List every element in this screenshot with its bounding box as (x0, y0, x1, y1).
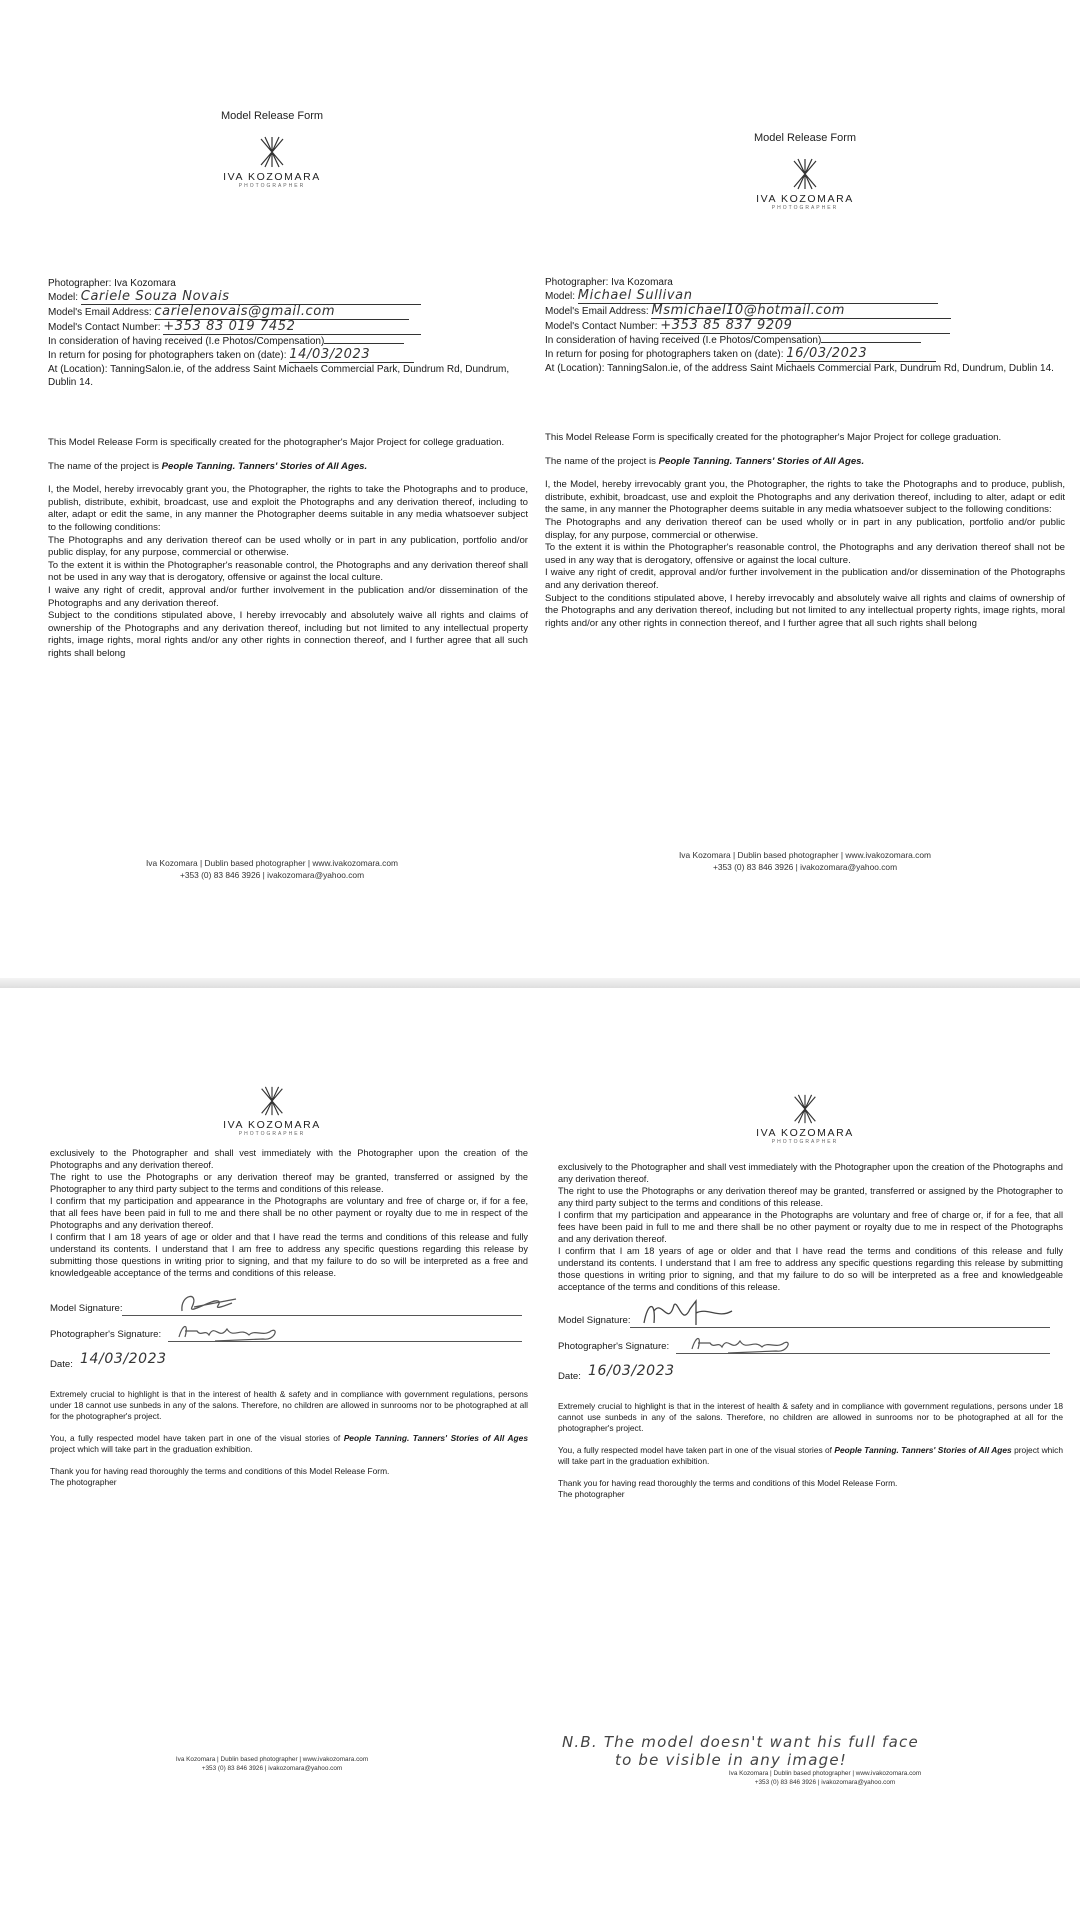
confirm-age-paragraph: I confirm that I am 18 years of age or older and that I have read the terms and conditions of this release and fully understand its contents. I understand that I am free to address any specific questions regarding this release by submitting those questions in writing prior to signing, and that my failure to do so will be interpreted as a free and knowledgeable acceptance of the terms and conditions of this release. (50, 1232, 528, 1278)
page-footer: Iva Kozomara | Dublin based photographer | www.ivakozomara.com +353 (0) 83 846 3926 | ivakozomara@yahoo.com (175, 1756, 369, 1772)
brand-name: IVA KOZOMARA (756, 1127, 854, 1139)
brand-subtitle: PHOTOGRAPHER (238, 183, 306, 189)
consideration-row: In consideration of having received (I.e Photos/Compensation) (545, 334, 1065, 347)
signoff-line: The photographer (50, 1477, 117, 1487)
logo-mark-icon (789, 1093, 821, 1125)
email-row: Model's Email Address: Msmichael10@hotmail.com (545, 304, 1065, 319)
email-label: Model's Email Address: (48, 307, 152, 318)
model-label: Model: (48, 292, 79, 303)
respected-model-paragraph: You, a fully respected model have taken part in one of the visual stories of People Tanning. Tanners' Stories of All Ages project which will take part in the graduation exhibition. (50, 1433, 528, 1454)
email-row (48, 305, 518, 320)
logo (12, 1085, 532, 1137)
consideration-row: In consideration of having received (I.e Photos/Compensation) (48, 335, 518, 348)
major-project-paragraph: This Model Release Form is specifically created for the photographer's Major Project for college graduation. (545, 432, 1002, 443)
confirm-age-paragraph: I confirm that I am 18 years of age or older and that I have read the terms and conditions of this release and fully understand its contents. I understand that I am free to address any specific questions regarding this release by submitting those questions in writing prior to signing, and that my failure to do so will be interpreted as a free and knowledgeable acceptance of the terms and conditions of this release. (558, 1246, 1063, 1292)
form-fields (545, 276, 1065, 375)
page-footer-b1: Iva Kozomara | Dublin based photographer | www.ivakozomara.com +353 (0) 83 846 3926 | ivakozomara@yahoo.com (678, 850, 931, 872)
handwritten-note-line-2: to be visible in any image! (615, 1751, 847, 1769)
release-form-b-page-1 (540, 40, 1070, 792)
page-separator (0, 978, 1080, 988)
model-signature-row: Model Signature: (558, 1303, 1063, 1331)
release-form-a-page-1 (12, 40, 532, 792)
model-name-value[interactable]: Cariele Souza Novais (80, 289, 230, 304)
photographer-signature-scribble (175, 1319, 285, 1345)
contact-row (48, 320, 518, 335)
photographer-signature-row: Photographer's Signature: (50, 1319, 528, 1347)
major-project-paragraph: This Model Release Form is specifically created for the photographer's Major Project for college graduation. (48, 437, 505, 448)
subject-paragraph: Subject to the conditions stipulated above, I hereby irrevocably and absolutely waive all rights and claims of ownership of the Photographs and any derivation thereof, including but not limited to any intellectual property rights, image rights, moral rights and/or any other rights in connection thereof, and I further agree that all such rights shall belong (545, 592, 1065, 629)
page-footer-a1: Iva Kozomara | Dublin based photographer | www.ivakozomara.com +353 (0) 83 846 3926 | ivakozomara@yahoo.com (145, 858, 398, 880)
release-text-a-2 (50, 1147, 528, 1488)
contact-value[interactable]: +353 83 019 7452 (163, 319, 296, 334)
logo-mark-icon (256, 1085, 288, 1117)
posing-row: In return for posing for photographers taken on (date): 14/03/2023 (48, 348, 518, 363)
confirm-voluntary-paragraph: I confirm that my participation and appearance in the Photographs are voluntary and free of charge or, if for a fee, that all fees have been paid in full to me and there shall be no other payment or royalty due to me in respect of the Photographs and any derivation thereof. (558, 1210, 1063, 1244)
grant-paragraph: I, the Model, hereby irrevocably grant you, the Photographer, the rights to take the Photographs and to produce, publish, distribute, exhibit, broadcast, use and exploit the Photographs and any derivation thereof, including to alter, adapt or edit the same, in any manner the Photographer deems suitable in any media whatsoever subject to the following conditions: (545, 479, 1065, 516)
waive-paragraph: I waive any right of credit, approval and/or further involvement in the publication and/or dissemination of the Photographs and any derivation thereof. (48, 584, 528, 609)
page-footer: Iva Kozomara | Dublin based photographer | www.ivakozomara.com +353 (0) 83 846 3926 | ivakozomara@yahoo.com (728, 1770, 922, 1786)
photographer-line: Photographer: Iva Kozomara (48, 278, 176, 289)
release-text-a (48, 437, 528, 661)
form-title: Model Release Form (220, 110, 324, 122)
logo-mark-icon (788, 157, 822, 191)
form-fields (48, 277, 518, 389)
exclusive-paragraph: exclusively to the Photographer and shall vest immediately with the Photographer upon the creation of the Photographs and any derivation thereof. (50, 1148, 528, 1170)
release-form-b-page-2 (540, 995, 1070, 1895)
right-paragraph: The right to use the Photographs or any derivation thereof may be granted, transferred or assigned by the Photographer to any third party subject to the terms and conditions of this release. (50, 1172, 528, 1194)
extent-paragraph: To the extent it is within the Photographer's reasonable control, the Photographs and any derivation thereof shall not be used in any way that is derogatory, offensive or against the local culture. (545, 542, 1065, 566)
thanks-paragraph: Thank you for having read thoroughly the terms and conditions of this Model Release Form. (50, 1466, 390, 1476)
email-value[interactable]: carielenovais@gmail.com (154, 304, 336, 319)
waive-paragraph: I waive any right of credit, approval and/or further involvement in the publication and/or dissemination of the Photographs and any derivation thereof. (545, 567, 1065, 591)
model-row (48, 290, 518, 305)
thanks-paragraph: Thank you for having read thoroughly the terms and conditions of this Model Release Form. (558, 1478, 898, 1488)
brand-name: IVA KOZOMARA (223, 171, 321, 183)
logo (12, 135, 532, 189)
brand-name: IVA KOZOMARA (756, 193, 854, 205)
wholly-paragraph: The Photographs and any derivation thereof can be used wholly or in part in any publication, portfolio and/or public display, for any purpose, commercial or otherwise. (545, 516, 1065, 541)
photographer-line: Photographer: Iva Kozomara (545, 277, 673, 288)
model-row: Model: Michael Sullivan (545, 289, 1065, 304)
form-title: Model Release Form (753, 132, 857, 144)
right-paragraph: The right to use the Photographs or any derivation thereof may be granted, transferred or assigned by the Photographer to any third party subject to the terms and conditions of this release. (558, 1186, 1063, 1208)
health-safety-paragraph: Extremely crucial to highlight is that in the interest of health & safety and in compliance with government regulations, persons under 18 cannot use sunbeds in any of the salons. Therefore, no children are allowed in sunrooms nor to be photographed at all for the photographer's project. (558, 1401, 1063, 1433)
contact-row: Model's Contact Number: +353 85 837 9209 (545, 319, 1065, 334)
email-value[interactable]: Msmichael10@hotmail.com (651, 303, 846, 318)
health-safety-paragraph: Extremely crucial to highlight is that in the interest of health & safety and in compliance with government regulations, persons under 18 cannot use sunbeds in any of the salons. Therefore, no children are allowed in sunrooms nor to be photographed at all for the photographer's project. (50, 1389, 528, 1421)
date-row: Date: 16/03/2023 (558, 1363, 675, 1382)
release-text-b-2 (558, 1161, 1063, 1500)
project-name-paragraph: The name of the project is People Tanning. Tanners' Stories of All Ages. (48, 460, 368, 472)
exclusive-paragraph: exclusively to the Photographer and shall vest immediately with the Photographer upon the creation of the Photographs and any derivation thereof. (558, 1162, 1063, 1184)
release-form-a-page-2 (12, 995, 532, 1895)
release-text-b (545, 432, 1065, 630)
logo (540, 1093, 1070, 1145)
extent-paragraph: To the extent it is within the Photographer's reasonable control, the Photographs and any derivation thereof shall not be used in any way that is derogatory, offensive or against the local culture. (48, 559, 528, 584)
model-name-value[interactable]: Michael Sullivan (577, 288, 693, 303)
model-signature-row: Model Signature: (50, 1291, 528, 1319)
project-name-paragraph: The name of the project is People Tanning. Tanners' Stories of All Ages. (545, 455, 865, 467)
photographer-signature-row: Photographer's Signature: (558, 1331, 1063, 1359)
grant-paragraph: I, the Model, hereby irrevocably grant you, the Photographer, the rights to take the Photographs and to produce, publish, distribute, exhibit, broadcast, use and exploit the Photographs and any derivation thereof, including to alter, adapt or edit the same, in any manner the Photographer deems suitable in any media whatsoever subject to the following conditions: (48, 484, 528, 533)
signature-date-value[interactable]: 16/03/2023 (588, 1363, 675, 1379)
posing-row: In return for posing for photographers taken on (date): 16/03/2023 (545, 347, 1065, 362)
date-value[interactable]: 16/03/2023 (786, 346, 868, 361)
brand-subtitle: PHOTOGRAPHER (771, 205, 839, 211)
brand-subtitle: PHOTOGRAPHER (238, 1131, 306, 1137)
contact-value[interactable]: +353 85 837 9209 (660, 318, 793, 333)
model-signature-scribble (172, 1289, 242, 1319)
wholly-paragraph: The Photographs and any derivation thereof can be used wholly or in part in any publication, portfolio and/or public display, for any purpose, commercial or otherwise. (48, 534, 528, 559)
photographer-signature-scribble (688, 1331, 798, 1357)
model-signature-scribble (638, 1297, 738, 1329)
logo-mark-icon (255, 135, 289, 169)
location-text: At (Location): TanningSalon.ie, of the address Saint Michaels Commercial Park, Dundrum Rd, Dundrum, Dublin 14. (545, 363, 1054, 374)
subject-paragraph: Subject to the conditions stipulated above, I hereby irrevocably and absolutely waive all rights and claims of ownership of the Photographs and any derivation thereof, including but not limited to any intellectual property rights, image rights, moral rights and/or any other rights in connection thereof, and I further agree that all such rights shall belong (48, 610, 528, 659)
respected-model-paragraph: You, a fully respected model have taken part in one of the visual stories of People Tanning. Tanners' Stories of All Ages project which will take part in the graduation exhibition. (558, 1445, 1064, 1466)
contact-label: Model's Contact Number: (48, 322, 161, 333)
date-value[interactable]: 14/03/2023 (289, 347, 371, 362)
signoff-line: The photographer (558, 1489, 625, 1499)
date-row: Date: 14/03/2023 (50, 1351, 167, 1370)
brand-subtitle: PHOTOGRAPHER (771, 1139, 839, 1145)
logo (540, 157, 1070, 211)
handwritten-note-line-1: N.B. The model doesn't want his full face (562, 1733, 919, 1751)
confirm-voluntary-paragraph: I confirm that my participation and appearance in the Photographs are voluntary and free of charge or, if for a fee, that all fees have been paid in full to me and there shall be no other payment or royalty due to me in respect of the Photographs and any derivation thereof. (50, 1196, 528, 1230)
signature-date-value[interactable]: 14/03/2023 (80, 1351, 167, 1367)
brand-name: IVA KOZOMARA (223, 1119, 321, 1131)
location-text: At (Location): TanningSalon.ie, of the address Saint Michaels Commercial Park, Dundrum Rd, Dundrum, Dublin 14. (48, 364, 510, 388)
